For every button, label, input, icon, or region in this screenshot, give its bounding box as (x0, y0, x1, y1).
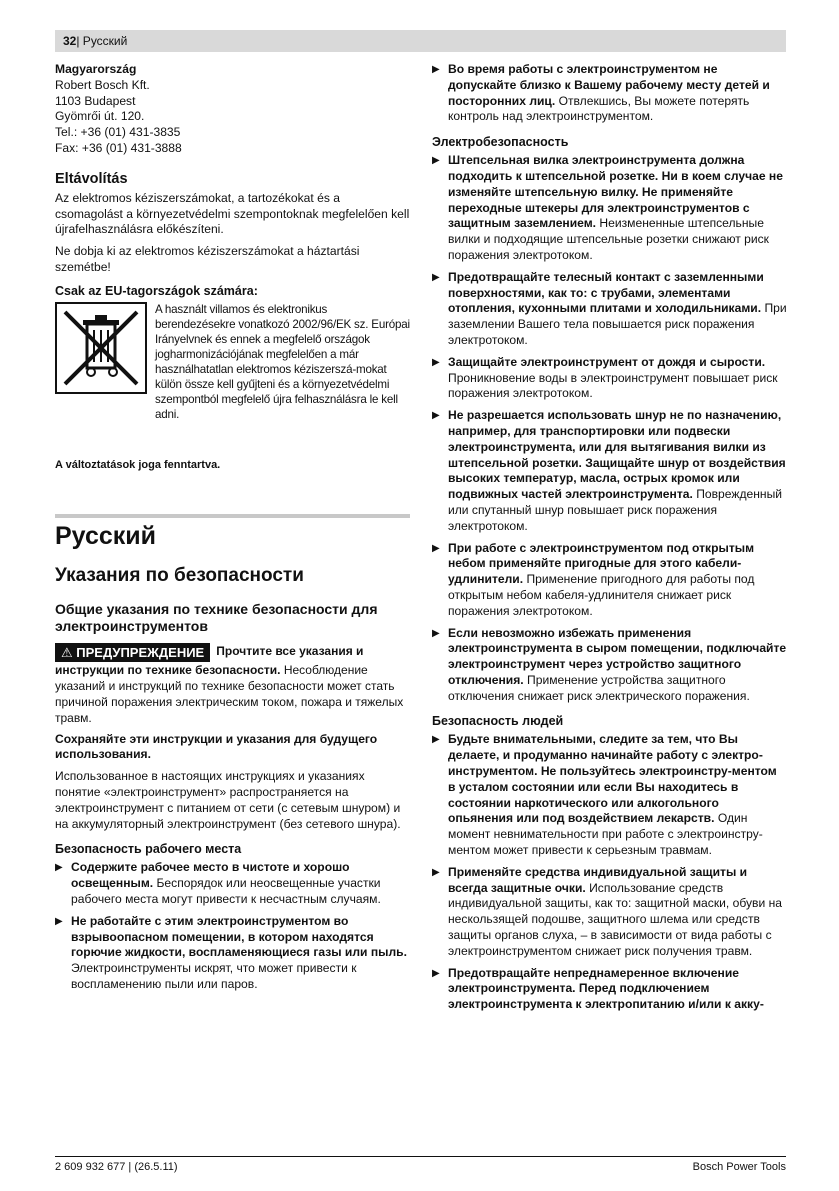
page-header (55, 30, 786, 52)
disposal-paragraph: Ne dobja ki az elektromos kéziszerszámokat a háztartási szemétbe! (55, 244, 360, 274)
disposal-paragraph: Az elektromos kéziszerszámokat, a tartozékokat és a csomagolást a környezetvédelmi szempontoknak megfelelően kell újrafelhasználásra előkészíteni. (55, 190, 410, 237)
bullet-triangle-icon: ▶ (432, 542, 440, 554)
header-language: | Русский (76, 34, 128, 48)
section-divider (55, 514, 410, 518)
crossed-bin-icon (55, 302, 147, 394)
language-title: Русский (55, 521, 157, 550)
warning-label: ⚠ ПРЕДУПРЕЖДЕНИЕ (55, 643, 210, 662)
page-number: 32 (63, 34, 77, 48)
bullet-triangle-icon: ▶ (432, 410, 440, 422)
bullet-triangle-icon: ▶ (432, 271, 440, 283)
bullet-triangle-icon: ▶ (432, 627, 440, 639)
electric-title: Электробезопасность (432, 135, 569, 150)
keep-text: Использованное в настоящих инструкциях и указаниях понятие «электроинструмент» распространяется на электроинструмент с питанием от сети (с сетевым шнуром) и на аккумуляторный электроинструмент (без сетевого шнура). (55, 769, 401, 831)
footer-brand: Bosch Power Tools (692, 1161, 786, 1173)
bullet-triangle-icon: ▶ (432, 64, 440, 75)
bullet-triangle-icon: ▶ (432, 967, 440, 979)
bullet-triangle-icon: ▶ (55, 915, 63, 927)
warning-bold: Прочтите все указания и инструкции по технике безопасности. (55, 643, 364, 677)
rights-note: A változtatások joga fenntartva. (55, 458, 221, 471)
keep-title: Сохраняйте эти инструкции и указания для будущего использования. (55, 731, 378, 762)
address-line: Tel.: +36 (01) 431-3835 (55, 125, 181, 140)
eu-title: Csak az EU-tagországok számára: (55, 283, 258, 298)
list-item: ▶ Во время работы с электроинструментом не допускайте близко к Вашему рабочему месту детей и посторонних лиц. Отвлекшись, Вы можете потерять контроль над электроинструментом. (432, 62, 770, 124)
general-title: Общие указания по технике безопасности для электроинструментов (55, 600, 378, 634)
country-name: Magyarország (55, 62, 137, 76)
list-item: ▶ При работе с электроинструментом под открытым небом применяйте пригодные для этого кабели-удлинители. Применение пригодного для работы под открытым небом кабеля-удлинителя снижает риск поражения электротоком. (432, 540, 755, 618)
list-item: ▶ Предотвращайте телесный контакт с заземленными поверхностями, как то: с трубами, элементами отопления, кухонными плитами и холодильниками. При заземлении Вашего тела повышается риск поражения электротоком. (432, 269, 787, 347)
list-item: ▶ Предотвращайте непреднамеренное включение электроинструмента. Перед подключением электроинструмента к электропитанию и/или к акку- (432, 965, 764, 1012)
bullet-triangle-icon: ▶ (432, 155, 440, 167)
address-line: 1103 Budapest (55, 93, 136, 108)
list-item: ▶ Не работайте с этим электроинструментом во взрывоопасном помещении, в котором находятся горючие жидкости, воспламеняющиеся газы или пыль. Электроинструменты искрят, что может привести к воспламенению пыли или паров. (55, 913, 407, 991)
workplace-title: Безопасность рабочего места (55, 842, 242, 857)
address-line: Robert Bosch Kft. (55, 77, 150, 92)
list-item: ▶ Защищайте электроинструмент от дождя и сырости. Проникновение воды в электроинструмент повышает риск поражения электротоком. (432, 354, 778, 401)
bullet-triangle-icon: ▶ (432, 866, 440, 878)
right-column (432, 62, 787, 1019)
list-item: ▶ Штепсельная вилка электроинструмента должна подходить к штепсельной розетке. Ни в коем случае не изменяйте штепсельную вилку. Не применяйте переходные штекеры для электроинструментов с защитным заземлением. Неизмененные штепсельные вилки и подходящие штепсельные розетки снижают риск поражения электротоком. (432, 153, 783, 262)
bullet-triangle-icon: ▶ (55, 862, 63, 874)
bullet-triangle-icon: ▶ (432, 734, 440, 746)
disposal-title: Eltávolítás (55, 170, 128, 187)
list-item: ▶ Будьте внимательными, следите за тем, что Вы делаете, и продуманно начинайте работу с электро-инструментом. Не пользуйтесь электроинстру-ментом в усталом состоянии или если Вы находитесь в состоянии наркотического или алкогольного опьянения или под воздействием лекарств. Один момент невнимательности при работе с электроинстру-ментом может привести к серьезным травмам. (432, 732, 777, 858)
people-title: Безопасность людей (432, 714, 564, 729)
address-line: Fax: +36 (01) 431-3888 (55, 140, 182, 155)
eu-text: A használt villamos és elektronikus berendezésekre vonatkozó 2002/96/EK sz. Európai Irányelvnek és ennek a megfelelő országok jogharmonizációjának megfelelően a már használhatatlan elektromos kéziszerszá-mokat külön össze kell gyűjteni és a környezetvédelmi szempontból megfelelő újra felhasználásra le kell adni. (155, 302, 410, 421)
bullet-triangle-icon: ▶ (432, 356, 440, 368)
list-item: ▶ Не разрешается использовать шнур не по назначению, например, для транспортировки или подвески электроинструмента, или для вытягивания вилки из штепсельной розетки. Защищайте шнур от воздействия высоких температур, масла, острых кромок или подвижных частей электроинструмента. Поврежденный или спутанный шнур повышает риск поражения электротоком. (432, 408, 786, 533)
left-column (55, 62, 410, 999)
list-item: ▶ Если невозможно избежать применения электроинструмента в сыром помещении, подключайте электроинструмент через устройство защитного отключения. Применение устройства защитного отключения снижает риск электрического поражения. (432, 625, 787, 703)
footer-code: 2 609 932 677 | (26.5.11) (55, 1161, 178, 1173)
list-item: ▶ Применяйте средства индивидуальной защиты и всегда защитные очки. Использование средств индивидуальной защиты, как то: защитной маски, обуви на нескользящей подошве, защитного шлема или средств защиты органов слуха, – в зависимости от вида работы с электроинструментом снижает риск получения травм. (432, 864, 782, 958)
warning-text: Несоблюдение указаний и инструкций по технике безопасности может стать причиной поражения электрическим током, пожара и тяжелых травм. (55, 662, 404, 725)
weee-block (55, 302, 410, 422)
page-footer (55, 1156, 786, 1173)
warning-block (55, 643, 410, 726)
list-item: ▶ Содержите рабочее место в чистоте и хорошо освещенным. Беспорядок или неосвещенные участки рабочего места могут привести к несчастным случаям. (55, 860, 381, 906)
safety-title: Указания по безопасности (55, 564, 304, 586)
address-line: Gyömrői út. 120. (55, 109, 145, 124)
